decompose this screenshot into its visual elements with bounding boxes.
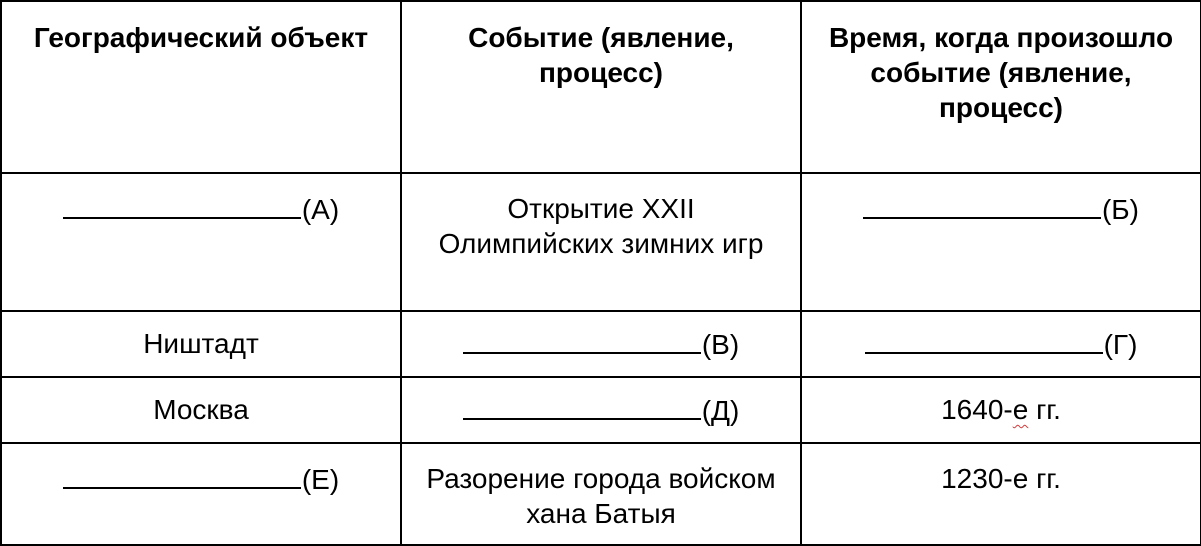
- blank-label: (В): [701, 329, 740, 360]
- event-cell: Разорение города войском хана Батыя: [401, 443, 801, 545]
- object-cell: [1, 173, 401, 311]
- answer-blank: [463, 326, 701, 354]
- header-row: [1, 1, 1201, 173]
- table-row: [1, 377, 1201, 443]
- object-cell: Москва: [1, 377, 401, 443]
- event-cell: [401, 377, 801, 443]
- header-geographic-object: Географический объект: [1, 1, 401, 173]
- event-cell: Открытие XXII Олимпийских зимних игр: [401, 173, 801, 311]
- time-cell: 1230-е гг.: [801, 443, 1201, 545]
- answer-blank: [63, 191, 301, 219]
- object-cell: Ништадт: [1, 311, 401, 377]
- blank-label: (Б): [1101, 194, 1140, 225]
- header-event: Событие (явление, процесс): [401, 1, 801, 173]
- table-row: [1, 443, 1201, 545]
- blank-label: (Е): [301, 464, 340, 495]
- time-prefix: 1640-: [941, 394, 1013, 425]
- spellcheck-marked-text: е: [1012, 394, 1029, 425]
- answer-blank: [865, 326, 1103, 354]
- blank-label: (Г): [1103, 329, 1138, 360]
- table-row: [1, 173, 1201, 311]
- object-cell: [1, 443, 401, 545]
- time-cell: [801, 173, 1201, 311]
- event-cell: [401, 311, 801, 377]
- time-cell: [801, 311, 1201, 377]
- blank-label: (А): [301, 194, 340, 225]
- blank-label: (Д): [701, 395, 740, 426]
- answer-blank: [63, 461, 301, 489]
- answer-blank: [463, 392, 701, 420]
- answer-blank: [863, 191, 1101, 219]
- header-time: Время, когда произошло событие (явление, процесс): [801, 1, 1201, 173]
- time-cell: [801, 377, 1201, 443]
- table-row: [1, 311, 1201, 377]
- time-suffix: гг.: [1028, 394, 1061, 425]
